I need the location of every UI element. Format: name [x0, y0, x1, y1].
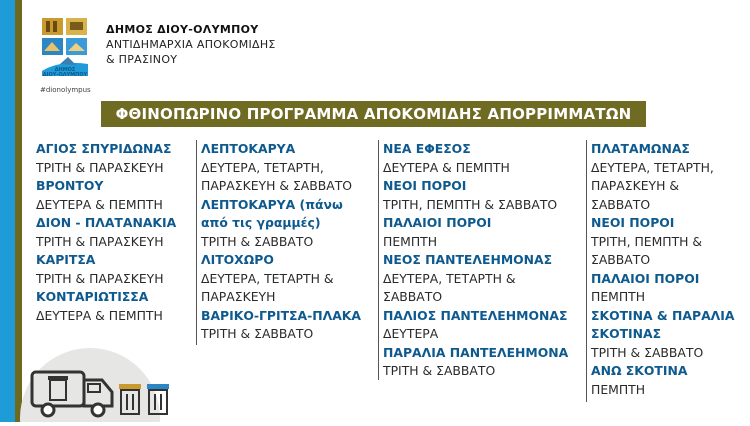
location-name: ΠΑΛΑΙΟΙ ΠΟΡΟΙ [591, 270, 700, 286]
collection-days: ΤΡΙΤΗ & ΠΑΡΑΣΚΕΥΗ [36, 233, 164, 249]
municipality-logo [40, 16, 90, 94]
location-name: ΣΚΟΤΙΝΑΣ [591, 326, 662, 341]
org-name: ΔΗΜΟΣ ΔΙΟΥ-ΟΛΥΜΠΟΥ [106, 23, 259, 36]
collection-days: ΤΡΙΤΗ & ΣΑΒΒΑΤΟ [201, 326, 314, 341]
location-name: ΠΑΛΙΟΣ ΠΑΝΤΕΛΕΗΜΟΝΑΣ [383, 307, 568, 323]
collection-days: ΤΡΙΤΗ & ΠΑΡΑΣΚΕΥΗ [36, 270, 164, 286]
location-name: ΝΕΑ ΕΦΕΣΟΣ [383, 141, 471, 156]
collection-days: ΤΡΙΤΗ & ΣΑΒΒΑΤΟ [591, 344, 704, 360]
location-name: ΛΕΠΤΟΚΑΡΥΑ (πάνω [201, 196, 343, 212]
collection-days: ΔΕΥΤΕΡΑ & ΠΕΜΠΤΗ [383, 159, 510, 175]
location-name: ΣΚΟΤΙΝΑ & ΠΑΡΑΛΙΑ [591, 307, 735, 323]
page-title: ΦΘΙΝΟΠΩΡΙΝΟ ΠΡΟΓΡΑΜΜΑ ΑΠΟΚΟΜΙΔΗΣ ΑΠΟΡΡΙΜΜΑΤΩΝ [101, 101, 646, 127]
logo-text-line1: ΔΗΜΟΣ [54, 67, 76, 73]
collection-days: ΠΕΜΠΤΗ [591, 289, 646, 304]
collection-days: ΔΕΥΤΕΡΑ & ΠΕΜΠΤΗ [36, 196, 163, 212]
collection-days: ΣΑΒΒΑΤΟ [591, 196, 651, 212]
schedule-column-3 [378, 140, 587, 380]
location-name: ΝΕΟΣ ΠΑΝΤΕΛΕΗΜΟΝΑΣ [383, 252, 553, 267]
collection-days: ΔΕΥΤΕΡΑ, ΤΕΤΑΡΤΗ & [201, 270, 334, 286]
collection-days: ΤΡΙΤΗ & ΣΑΒΒΑΤΟ [383, 363, 496, 378]
org-department-cont: & ΠΡΑΣΙΝΟΥ [106, 53, 178, 66]
location-name: ΠΑΡΑΛΙΑ ΠΑΝΤΕΛΕΗΜΟΝΑ [383, 344, 569, 360]
collection-days: ΠΕΜΠΤΗ [591, 381, 646, 397]
collection-days: ΠΑΡΑΣΚΕΥΗ [201, 289, 276, 304]
collection-days: ΤΡΙΤΗ & ΣΑΒΒΑΤΟ [201, 233, 314, 249]
collection-days: ΠΑΡΑΣΚΕΥΗ & [591, 178, 680, 193]
collection-days: ΔΕΥΤΕΡΑ & ΠΕΜΠΤΗ [36, 307, 163, 323]
recycle-bin-icon [118, 382, 142, 416]
garbage-truck-illustration [20, 340, 180, 422]
location-name: ΝΕΟΙ ΠΟΡΟΙ [591, 215, 675, 230]
location-name: ΚΑΡΙΤΣΑ [36, 252, 96, 267]
organization-header [106, 22, 276, 67]
location-name: ΛΕΠΤΟΚΑΡΥΑ [201, 141, 296, 156]
collection-days: ΔΕΥΤΕΡΑ, ΤΕΤΑΡΤΗ & [383, 270, 516, 286]
schedule-column-2 [196, 140, 377, 345]
collection-days: ΔΕΥΤΕΡΑ, ΤΕΤΑΡΤΗ, [591, 159, 714, 175]
schedule-column-4 [586, 140, 750, 402]
location-name: ΚΟΝΤΑΡΙΩΤΙΣΣΑ [36, 289, 149, 304]
logo-text-line2: ΔΙΟΥ-ΟΛΥΜΠΟΥ [42, 72, 88, 78]
org-department: ΑΝΤΙΔΗΜΑΡΧΙΑ ΑΠΟΚΟΜΙΔΗΣ [106, 38, 276, 51]
recycle-bin-icon-2 [146, 382, 170, 416]
collection-days: ΔΕΥΤΕΡΑ, ΤΕΤΑΡΤΗ, [201, 159, 324, 175]
collection-days: ΠΕΜΠΤΗ [383, 233, 438, 249]
location-name: ΛΙΤΟΧΩΡΟ [201, 252, 274, 267]
schedule-column-1 [36, 140, 191, 325]
collection-days: ΔΕΥΤΕΡΑ [383, 326, 439, 341]
location-name: ΠΑΛΑΙΟΙ ΠΟΡΟΙ [383, 215, 492, 230]
left-blue-stripe [0, 0, 15, 422]
collection-days: ΤΡΙΤΗ, ΠΕΜΠΤΗ & ΣΑΒΒΑΤΟ [383, 196, 558, 212]
location-name: ΒΑΡΙΚΟ-ΓΡΙΤΣΑ-ΠΛΑΚΑ [201, 307, 361, 323]
location-name: ΔΙΟΝ - ΠΛΑΤΑΝΑΚΙΑ [36, 215, 177, 230]
location-name: ΠΛΑΤΑΜΩΝΑΣ [591, 141, 690, 156]
collection-days: ΣΑΒΒΑΤΟ [591, 252, 651, 267]
hashtag: #dionolympus [40, 86, 91, 94]
collection-days: ΤΡΙΤΗ & ΠΑΡΑΣΚΕΥΗ [36, 159, 164, 175]
location-name: ΑΝΩ ΣΚΟΤΙΝΑ [591, 363, 688, 378]
collection-days: ΣΑΒΒΑΤΟ [383, 289, 443, 304]
collection-days: ΠΑΡΑΣΚΕΥΗ & ΣΑΒΒΑΤΟ [201, 178, 353, 193]
location-name: ΝΕΟΙ ΠΟΡΟΙ [383, 178, 467, 193]
collection-days: ΤΡΙΤΗ, ΠΕΜΠΤΗ & [591, 233, 703, 249]
location-name: ΒΡΟΝΤΟΥ [36, 178, 104, 193]
location-name: από τις γραμμές) [201, 215, 321, 230]
location-name: ΑΓΙΟΣ ΣΠΥΡΙΔΩΝΑΣ [36, 141, 172, 156]
